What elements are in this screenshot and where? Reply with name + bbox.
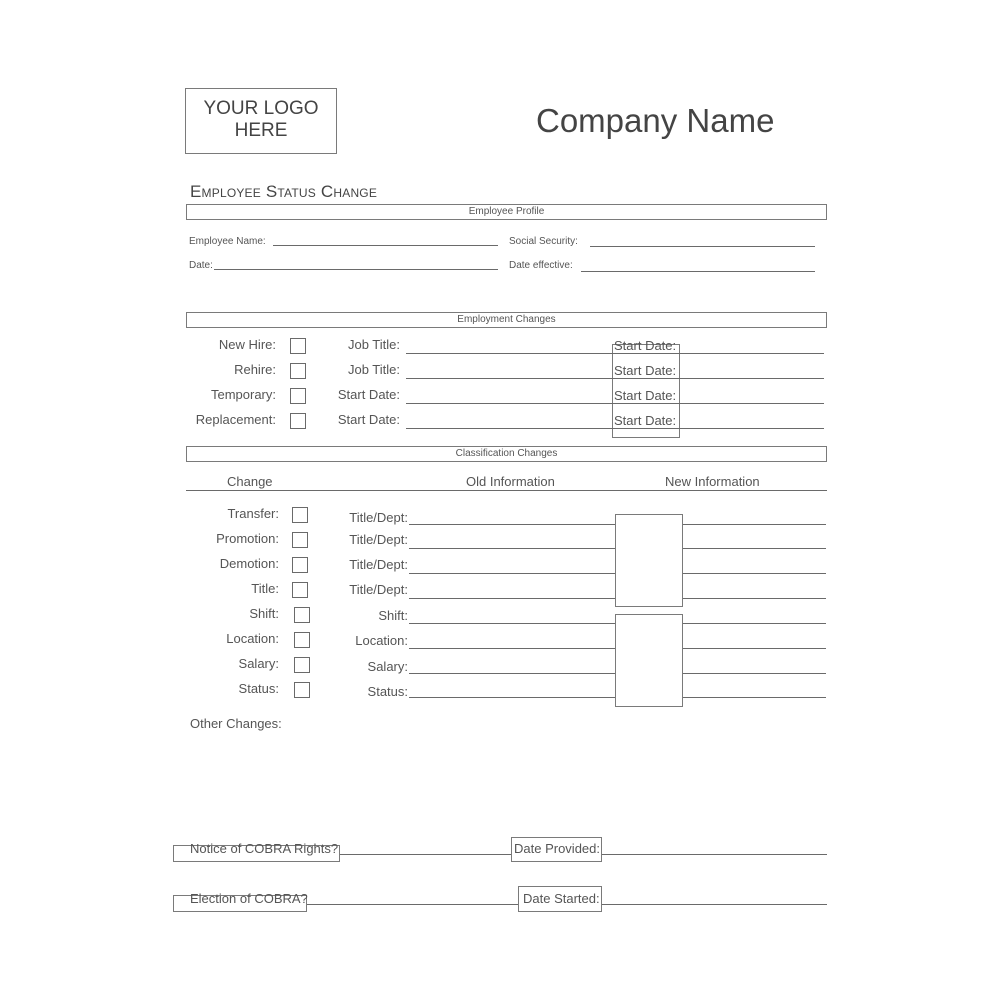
new-info-line[interactable] xyxy=(683,697,826,698)
cobra-notice-field[interactable] xyxy=(340,854,512,855)
logo-text xyxy=(185,98,337,142)
other-changes-label: Other Changes: xyxy=(190,716,282,731)
new-info-line[interactable] xyxy=(683,524,826,525)
column-old-information-header: Old Information xyxy=(466,474,555,489)
new-info-line[interactable] xyxy=(683,648,826,649)
date-field[interactable] xyxy=(214,269,498,270)
temporary-checkbox[interactable] xyxy=(290,388,306,404)
change-type-label: Transfer: xyxy=(227,506,279,521)
employment-start-label: Start Date: xyxy=(614,388,677,403)
title-checkbox[interactable] xyxy=(292,582,308,598)
employment-changes-title: Employment Changes xyxy=(457,314,556,325)
change-field-label: Location: xyxy=(355,633,408,648)
demotion-checkbox[interactable] xyxy=(292,557,308,573)
date-effective-label: Date effective: xyxy=(509,260,573,271)
old-info-line[interactable] xyxy=(409,648,615,649)
old-new-separator-box-bottom xyxy=(615,614,683,707)
old-info-line[interactable] xyxy=(409,673,615,674)
date-started-label: Date Started: xyxy=(523,891,600,906)
employee-profile-title: Employee Profile xyxy=(468,206,545,217)
employee-name-field[interactable] xyxy=(273,245,498,246)
old-info-line[interactable] xyxy=(409,573,615,574)
employment-type-label: Replacement: xyxy=(195,412,276,427)
cobra-election-label: Election of COBRA? xyxy=(190,891,308,906)
employment-type-label: New Hire: xyxy=(218,337,276,352)
cobra-notice-label: Notice of COBRA Rights? xyxy=(190,841,339,856)
column-new-information-header: New Information xyxy=(665,474,760,489)
old-info-line[interactable] xyxy=(409,697,615,698)
social-security-label: Social Security: xyxy=(509,236,578,247)
change-field-label: Title/Dept: xyxy=(349,532,408,547)
employment-field-label: Job Title: xyxy=(347,337,400,352)
change-field-label: Shift: xyxy=(378,608,408,623)
promotion-checkbox[interactable] xyxy=(292,532,308,548)
change-type-label: Demotion: xyxy=(219,556,279,571)
classification-changes-title: Classification Changes xyxy=(455,448,558,459)
employment-field-label: Job Title: xyxy=(347,362,400,377)
date-label: Date: xyxy=(189,260,213,271)
new-info-line[interactable] xyxy=(683,623,826,624)
change-field-label: Title/Dept: xyxy=(349,582,408,597)
location-checkbox[interactable] xyxy=(294,632,310,648)
old-new-separator-box-top xyxy=(615,514,683,607)
column-change-header: Change xyxy=(227,474,273,489)
employment-field-label: Start Date: xyxy=(337,412,400,427)
employment-start-label: Start Date: xyxy=(614,413,677,428)
status-checkbox[interactable] xyxy=(294,682,310,698)
old-info-line[interactable] xyxy=(409,548,615,549)
new-info-line[interactable] xyxy=(683,548,826,549)
employment-start-label: Start Date: xyxy=(614,338,677,353)
logo-line-2: HERE xyxy=(234,120,288,141)
new-info-line[interactable] xyxy=(683,673,826,674)
company-name: Company Name xyxy=(536,102,775,139)
change-type-label: Location: xyxy=(226,631,279,646)
shift-checkbox[interactable] xyxy=(294,607,310,623)
new-info-line[interactable] xyxy=(683,598,826,599)
employee-name-label: Employee Name: xyxy=(189,236,266,247)
date-provided-field[interactable] xyxy=(602,854,827,855)
new-info-line[interactable] xyxy=(683,573,826,574)
old-info-line[interactable] xyxy=(409,598,615,599)
date-started-field[interactable] xyxy=(602,904,827,905)
date-provided-label: Date Provided: xyxy=(514,841,600,856)
social-security-field[interactable] xyxy=(590,246,815,247)
cobra-election-field[interactable] xyxy=(307,904,519,905)
transfer-checkbox[interactable] xyxy=(292,507,308,523)
old-info-line[interactable] xyxy=(409,623,615,624)
change-field-label: Title/Dept: xyxy=(349,510,408,525)
change-field-label: Salary: xyxy=(367,659,408,674)
form-title: Employee Status Change xyxy=(190,182,378,201)
change-type-label: Salary: xyxy=(238,656,279,671)
change-type-label: Status: xyxy=(238,681,279,696)
employment-start-label: Start Date: xyxy=(614,363,677,378)
change-field-label: Title/Dept: xyxy=(349,557,408,572)
logo-line-1: YOUR LOGO xyxy=(203,98,319,119)
classification-header-rule xyxy=(186,490,827,491)
change-field-label: Status: xyxy=(367,684,408,699)
employment-type-label: Rehire: xyxy=(234,362,276,377)
change-type-label: Shift: xyxy=(249,606,279,621)
replacement-checkbox[interactable] xyxy=(290,413,306,429)
rehire-checkbox[interactable] xyxy=(290,363,306,379)
old-info-line[interactable] xyxy=(409,524,615,525)
change-type-label: Title: xyxy=(251,581,279,596)
employment-field-label: Start Date: xyxy=(337,387,400,402)
new-hire-checkbox[interactable] xyxy=(290,338,306,354)
change-type-label: Promotion: xyxy=(216,531,279,546)
date-effective-field[interactable] xyxy=(581,271,815,272)
salary-checkbox[interactable] xyxy=(294,657,310,673)
employment-type-label: Temporary: xyxy=(210,387,276,402)
